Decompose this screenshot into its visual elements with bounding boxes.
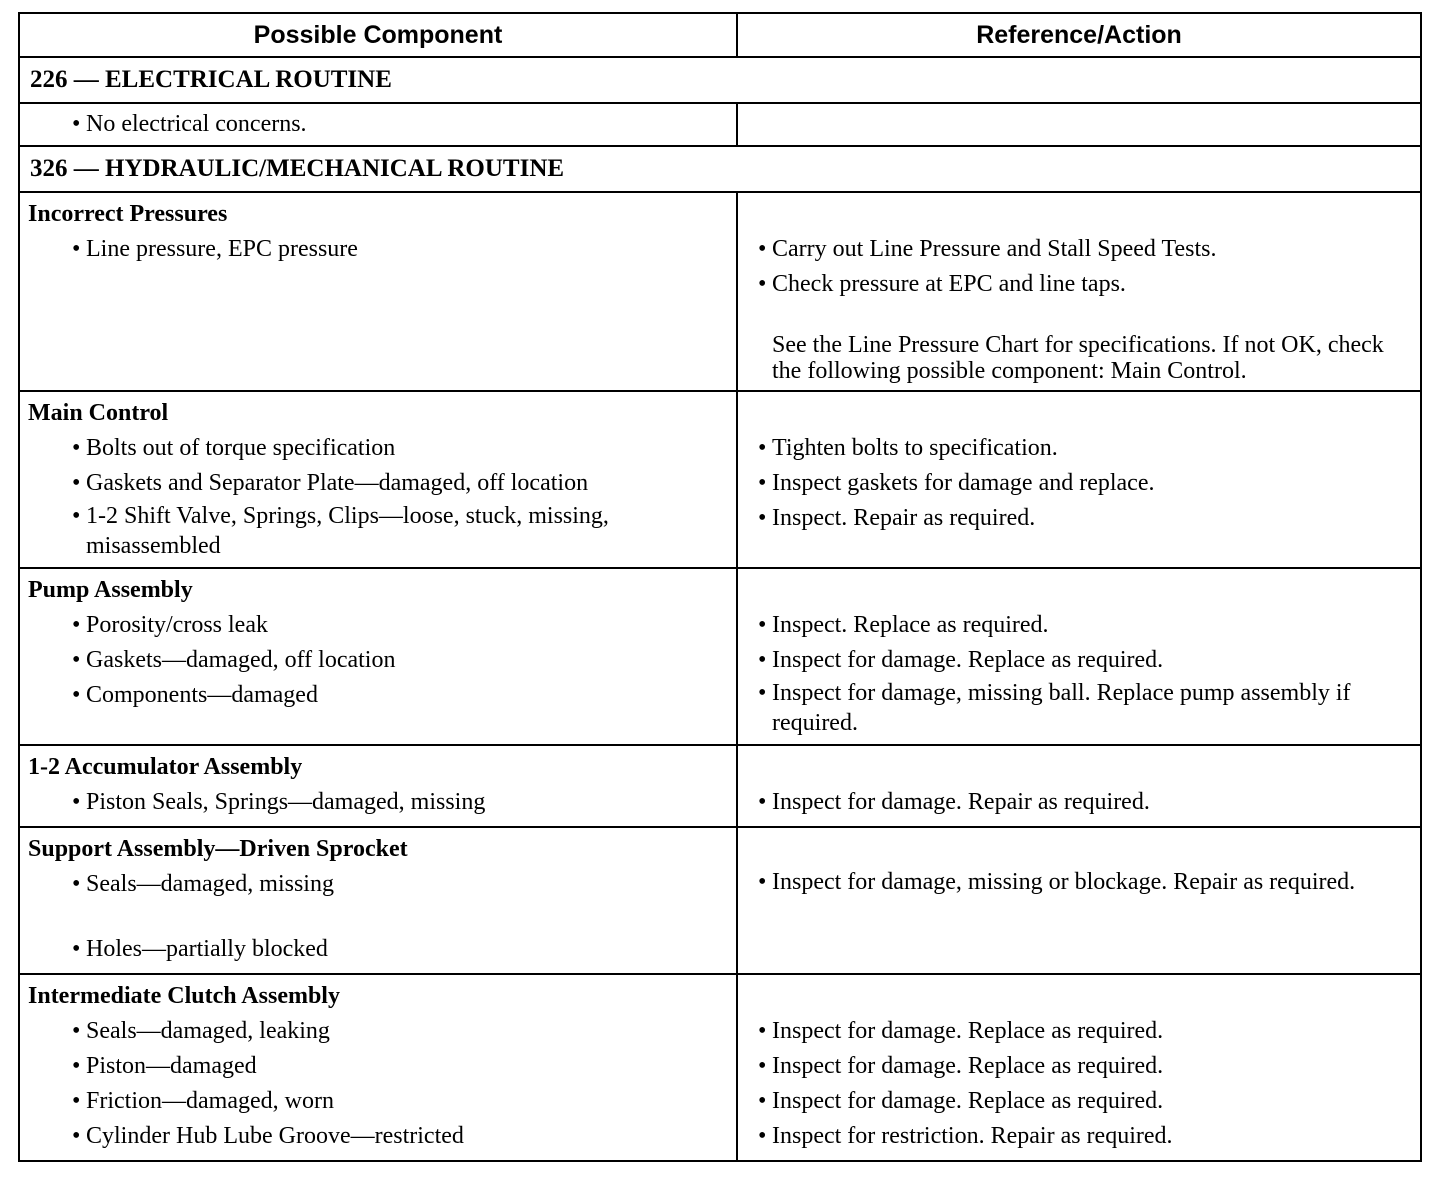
action-item: • Inspect for damage. Repair as required. <box>746 785 1412 820</box>
component-item: • 1-2 Shift Valve, Springs, Clips—loose, stuck, missing, misassembled <box>28 501 728 561</box>
section-row-electrical <box>19 57 1421 103</box>
action-item: • Carry out Line Pressure and Stall Speed Tests. <box>746 232 1412 267</box>
action-item: • Inspect for damage. Replace as required. <box>746 1084 1412 1119</box>
action-item: • Inspect. Replace as required. <box>746 608 1412 643</box>
action-item: • Inspect for damage. Replace as required. <box>746 1049 1412 1084</box>
action-cell <box>737 103 1421 146</box>
header-possible-component: Possible Component <box>19 13 737 57</box>
table-row <box>19 391 1421 568</box>
table-row <box>19 192 1421 391</box>
group-heading: 1-2 Accumulator Assembly <box>28 754 303 780</box>
table-row <box>19 974 1421 1161</box>
component-item: • Gaskets—damaged, off location <box>28 643 728 678</box>
action-cell <box>737 568 1421 745</box>
component-cell <box>19 568 737 745</box>
component-cell <box>19 745 737 827</box>
component-item: • Components—damaged <box>28 678 728 713</box>
action-item: • Tighten bolts to specification. <box>746 431 1412 466</box>
header-row <box>19 13 1421 57</box>
action-cell <box>737 974 1421 1161</box>
action-cell <box>737 192 1421 391</box>
group-heading: Incorrect Pressures <box>28 201 228 227</box>
diagnosis-table <box>18 12 1422 1162</box>
action-item: • Inspect for damage, missing or blockage. Repair as required. <box>746 867 1412 897</box>
component-item: • Porosity/cross leak <box>28 608 728 643</box>
action-cell <box>737 827 1421 974</box>
action-item: • Inspect. Repair as required. <box>746 501 1412 536</box>
component-cell <box>19 391 737 568</box>
component-item: • Line pressure, EPC pressure <box>28 232 728 267</box>
component-item: • Cylinder Hub Lube Groove—restricted <box>28 1119 728 1154</box>
group-heading: Main Control <box>28 400 169 426</box>
header-reference-action: Reference/Action <box>737 13 1421 57</box>
component-cell <box>19 974 737 1161</box>
component-item: • Piston—damaged <box>28 1049 728 1084</box>
action-cell <box>737 391 1421 568</box>
action-item: • Inspect for damage. Replace as required. <box>746 1014 1412 1049</box>
group-heading: Intermediate Clutch Assembly <box>28 983 340 1009</box>
action-note: See the Line Pressure Chart for specifications. If not OK, check the following possible component: Main Control. <box>772 332 1384 384</box>
group-heading: Pump Assembly <box>28 577 193 603</box>
group-heading: Support Assembly—Driven Sprocket <box>28 836 408 862</box>
action-item: • Inspect for damage, missing ball. Replace pump assembly if required. <box>746 678 1412 738</box>
table-row <box>19 568 1421 745</box>
table-row <box>19 827 1421 974</box>
component-item: • Piston Seals, Springs—damaged, missing <box>28 785 728 820</box>
action-item: • Inspect for damage. Replace as required. <box>746 643 1412 678</box>
component-cell <box>19 192 737 391</box>
component-item: • Seals—damaged, leaking <box>28 1014 728 1049</box>
section-row-hydraulic <box>19 146 1421 192</box>
component-item: • No electrical concerns. <box>28 107 728 142</box>
component-item: • Friction—damaged, worn <box>28 1084 728 1119</box>
section-title-electrical: 226 — ELECTRICAL ROUTINE <box>19 57 1421 103</box>
action-cell <box>737 745 1421 827</box>
component-cell <box>19 103 737 146</box>
component-item: • Holes—partially blocked <box>28 932 728 967</box>
table-row <box>19 745 1421 827</box>
action-item: • Check pressure at EPC and line taps. <box>746 267 1412 302</box>
component-item: • Bolts out of torque specification <box>28 431 728 466</box>
action-item: • Inspect for restriction. Repair as required. <box>746 1119 1412 1154</box>
table-row <box>19 103 1421 146</box>
action-item: • Inspect gaskets for damage and replace. <box>746 466 1412 501</box>
component-item: • Gaskets and Separator Plate—damaged, off location <box>28 466 728 501</box>
section-title-hydraulic: 326 — HYDRAULIC/MECHANICAL ROUTINE <box>19 146 1421 192</box>
component-item: • Seals—damaged, missing <box>28 867 728 902</box>
component-cell <box>19 827 737 974</box>
